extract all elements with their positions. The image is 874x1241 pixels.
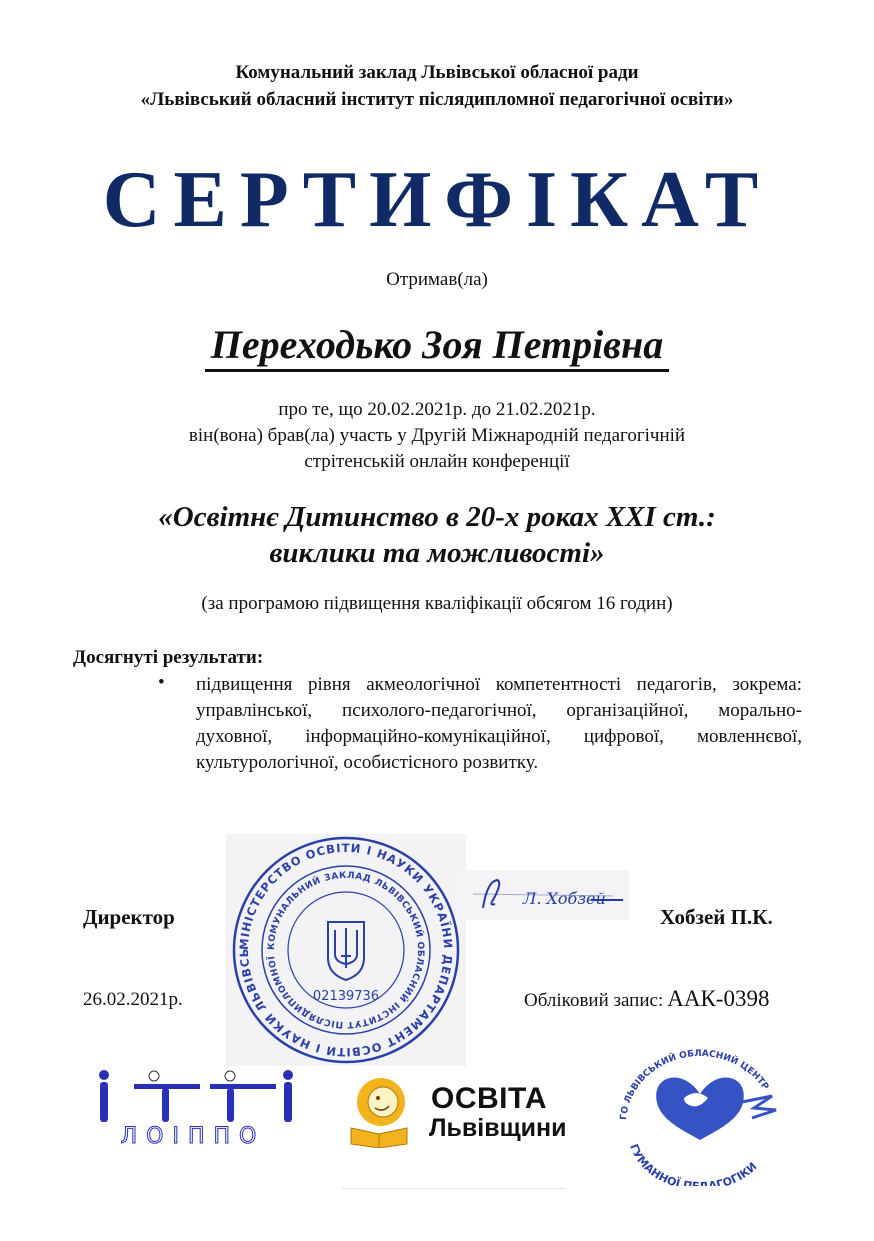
- recipient-name-wrap: [0, 322, 874, 368]
- conference-title-line-1: «Освітнє Дитинство в 20-х роках XXI ст.:: [158, 501, 716, 533]
- stamp-code: 02139736: [312, 989, 380, 1004]
- bullet-marker: •: [158, 672, 165, 693]
- institution-line-1: Комунальний заклад Львівської обласної ради: [235, 62, 639, 83]
- recipient-name: Переходько Зоя Петрівна: [205, 322, 670, 372]
- certificate-title: СЕРТИФІКАТ: [102, 156, 772, 244]
- stamp-outer-text: МІНІСТЕРСТВО ОСВІТИ І НАУКИ УКРАЇНИ ДЕПАРТАМЕНТ ОСВІТИ І НАУКИ ЛЬВІВСЬ: [236, 840, 456, 1060]
- osvita-line-1: ОСВІТА: [431, 1082, 548, 1115]
- footer-divider: [342, 1188, 566, 1189]
- received-label: Отримав(ла): [386, 269, 488, 290]
- signature-icon: [463, 870, 629, 920]
- results-heading: Досягнуті результати:: [73, 647, 264, 668]
- heart-dove-icon: [604, 1036, 796, 1186]
- conference-title-line-2: виклики та можливості»: [269, 537, 605, 569]
- signature-text: Л. Хобзей: [523, 889, 606, 908]
- description-line-1: про те, що 20.02.2021р. до 21.02.2021р.: [278, 399, 596, 420]
- director-role: Директор: [83, 905, 175, 929]
- osvita-logo: [347, 1076, 567, 1148]
- official-stamp: [226, 834, 466, 1066]
- loippo-text: ЛОІППО: [120, 1124, 266, 1149]
- humane-pedagogy-logo: [604, 1036, 796, 1186]
- loippo-logo: [88, 1066, 298, 1148]
- program-note: (за програмою підвищення кваліфікації обсягом 16 годин): [201, 593, 673, 614]
- description-line-3: стрітенській онлайн конференції: [304, 451, 570, 472]
- stamp-seal-icon: [226, 834, 466, 1066]
- svg-text:ГУМАННОЇ ПЕДАГОГІКИ: [627, 1142, 759, 1186]
- record-entry: [524, 986, 769, 1012]
- trident-icon: [328, 922, 364, 980]
- record-label: Обліковий запис:: [524, 990, 664, 1011]
- institution-line-2: «Львівський обласний інститут післядипломної педагогічної освіти»: [140, 89, 734, 110]
- results-item: підвищення рівня акмеологічної компетентності педагогів, зокрема: управлінської, психолого-педагогічної, організаційної, морально-духовної, інформаційно-комунікаційної, цифрової, мовленнєвої, культурологічної, особистісного розвитку.: [196, 674, 802, 773]
- lion-emblem-icon: [347, 1076, 413, 1148]
- director-signature: [463, 870, 629, 920]
- center-text-bottom: ГУМАННОЇ П АГОГІКИ: [627, 1142, 760, 1186]
- issue-date: 26.02.2021р.: [83, 989, 183, 1010]
- osvita-line-2: Львівщини: [429, 1114, 567, 1142]
- record-code: ААК-0398: [667, 986, 770, 1011]
- center-text-top: ГО ЛЬВІВСЬКИЙ ОБЛАСНИЙ ЦЕНТР: [619, 1048, 771, 1121]
- stamp-inner-text: КОМУНАЛЬНИЙ ЗАКЛАД ЛЬВІВСЬКИЙ ОБЛАСНИЙ ІНСТИТУТ ПІСЛЯДИПЛОМНОЇ: [266, 870, 426, 1030]
- description-line-2: він(вона) брав(ла) участь у Другій Міжнародній педагогічній: [188, 425, 686, 446]
- director-name: Хобзей П.К.: [660, 905, 773, 929]
